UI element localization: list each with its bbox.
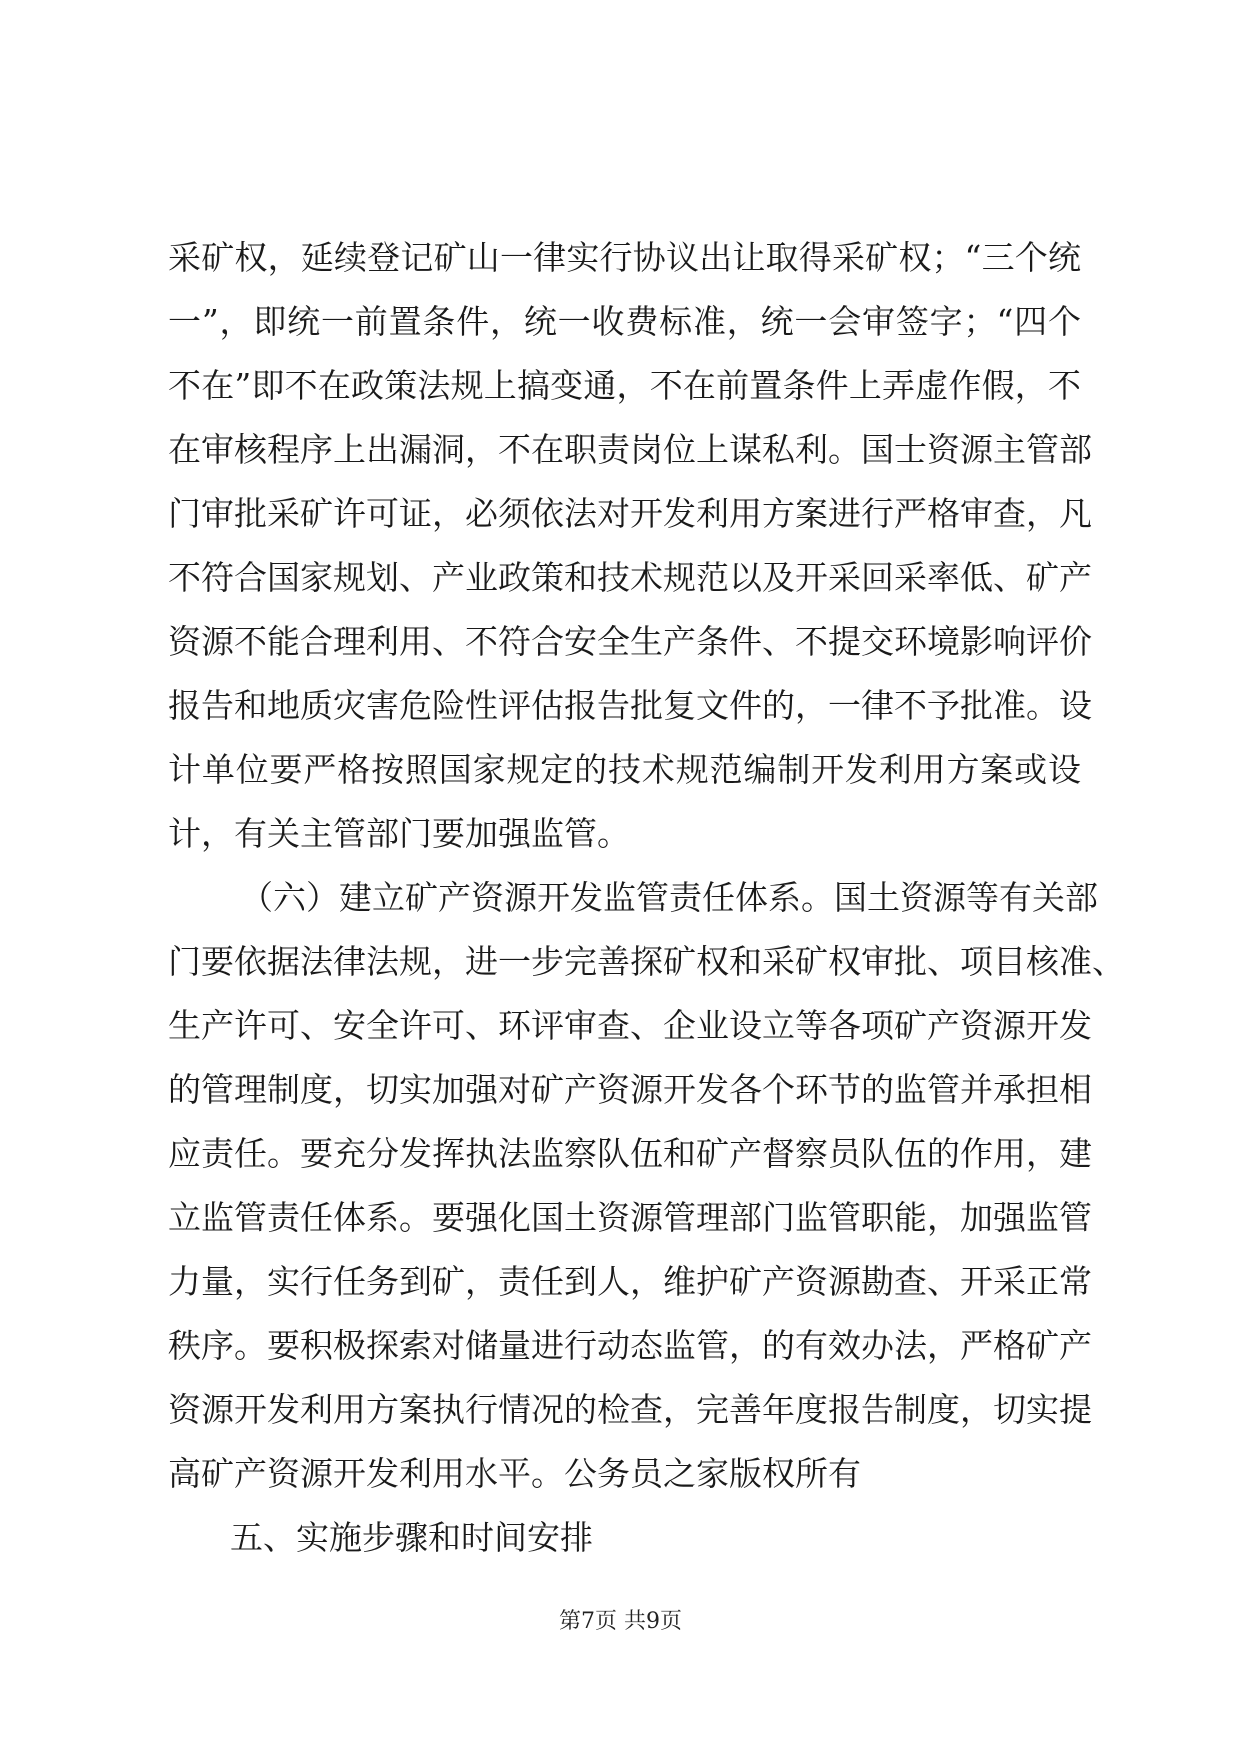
paragraph-2-line-1: （六）建立矿产资源开发监管责任体系。国土资源等有关部 [240,878,1098,917]
paragraph-1-line-4: 在审核程序上出漏洞，不在职责岗位上谋私利。国士资源主管部 [168,430,1092,469]
paragraph-2-line-5: 应责任。要充分发挥执法监察队伍和矿产督察员队伍的作用，建 [168,1134,1092,1173]
paragraph-1-line-9: 计单位要严格按照国家规定的技术规范编制开发利用方案或设 [168,750,1081,789]
section-heading: 五、实施步骤和时间安排 [230,1518,593,1557]
paragraph-2-line-3: 生产许可、安全许可、环评审查、企业设立等各项矿产资源开发 [168,1006,1092,1045]
paragraph-1-line-1: 采矿权，延续登记矿山一律实行协议出让取得采矿权；“三个统 [168,238,1081,277]
paragraph-2-line-2: 门要依据法律法规，进一步完善探矿权和采矿权审批、项目核准、 [168,942,1125,981]
paragraph-1-line-10: 计，有关主管部门要加强监管。 [168,814,630,853]
paragraph-2-line-4: 的管理制度，切实加强对矿产资源开发各个环节的监管并承担相 [168,1070,1092,1109]
paragraph-1-line-7: 资源不能合理利用、不符合安全生产条件、不提交环境影响评价 [168,622,1092,661]
paragraph-2-line-7: 力量，实行任务到矿，责任到人，维护矿产资源勘查、开采正常 [168,1262,1092,1301]
paragraph-2-line-8: 秩序。要积极探索对储量进行动态监管，的有效办法，严格矿产 [168,1326,1092,1365]
paragraph-1-line-3: 不在”即不在政策法规上搞变通，不在前置条件上弄虚作假，不 [168,366,1081,405]
paragraph-1-line-6: 不符合国家规划、产业政策和技术规范以及开采回采率低、矿产 [168,558,1092,597]
paragraph-1-line-2: 一”，即统一前置条件，统一收费标准，统一会审签字；“四个 [168,302,1081,341]
paragraph-1-line-8: 报告和地质灾害危险性评估报告批复文件的，一律不予批准。设 [168,686,1092,725]
paragraph-2-line-6: 立监管责任体系。要强化国土资源管理部门监管职能，加强监管 [168,1198,1092,1237]
page-footer: 第7页 共9页 [559,1609,682,1634]
paragraph-1-line-5: 门审批采矿许可证，必须依法对开发利用方案进行严格审查，凡 [168,494,1092,533]
paragraph-2-line-9: 资源开发利用方案执行情况的检查，完善年度报告制度，切实提 [168,1390,1092,1429]
paragraph-2-line-10: 高矿产资源开发利用水平。公务员之家版权所有 [168,1454,861,1493]
